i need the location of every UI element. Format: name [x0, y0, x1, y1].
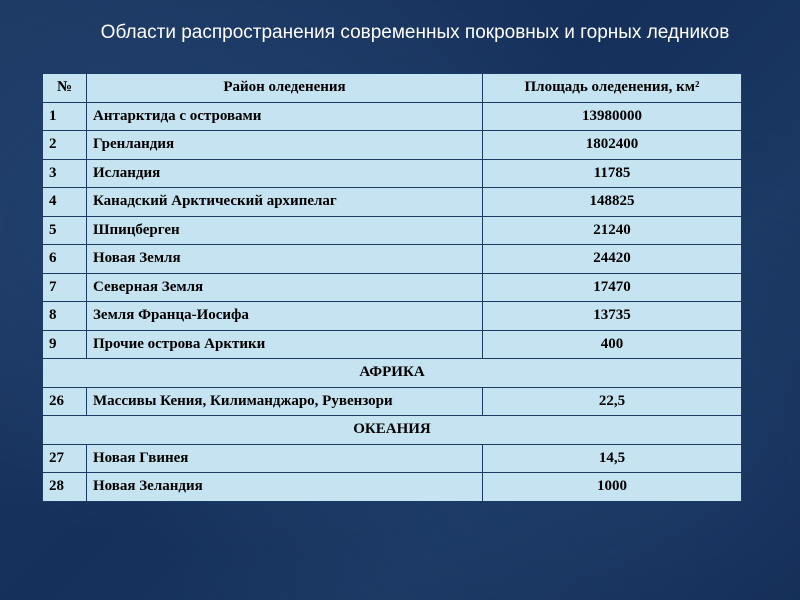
table-row	[43, 159, 742, 188]
row-number: 9	[43, 330, 87, 359]
row-area: 13980000	[483, 102, 742, 131]
table-row	[43, 131, 742, 160]
row-region: Новая Земля	[87, 245, 483, 274]
table-row	[43, 387, 742, 416]
row-number: 28	[43, 473, 87, 502]
row-region: Канадский Арктический архипелаг	[87, 188, 483, 217]
row-number: 7	[43, 273, 87, 302]
row-number: 2	[43, 131, 87, 160]
row-number: 26	[43, 387, 87, 416]
row-number: 6	[43, 245, 87, 274]
row-area: 400	[483, 330, 742, 359]
row-number: 27	[43, 444, 87, 473]
row-area: 17470	[483, 273, 742, 302]
row-region: Земля Франца-Иосифа	[87, 302, 483, 331]
row-area: 14,5	[483, 444, 742, 473]
header-area: Площадь оледенения, км²	[483, 74, 742, 103]
row-region: Шпицберген	[87, 216, 483, 245]
row-area: 11785	[483, 159, 742, 188]
row-region: Антарктида с островами	[87, 102, 483, 131]
row-region: Исландия	[87, 159, 483, 188]
table-row	[43, 273, 742, 302]
glaciation-table	[42, 73, 742, 502]
section-title-africa: АФРИКА	[43, 359, 742, 388]
table-row	[43, 302, 742, 331]
row-number: 5	[43, 216, 87, 245]
row-region: Гренландия	[87, 131, 483, 160]
row-number: 4	[43, 188, 87, 217]
row-region: Прочие острова Арктики	[87, 330, 483, 359]
row-number: 1	[43, 102, 87, 131]
row-area: 148825	[483, 188, 742, 217]
table-row	[43, 245, 742, 274]
section-row-africa	[43, 359, 742, 388]
table-row	[43, 188, 742, 217]
table-row	[43, 102, 742, 131]
row-area: 1000	[483, 473, 742, 502]
row-area: 13735	[483, 302, 742, 331]
row-region: Новая Гвинея	[87, 444, 483, 473]
section-row-oceania	[43, 416, 742, 445]
row-area: 1802400	[483, 131, 742, 160]
row-number: 8	[43, 302, 87, 331]
row-area: 22,5	[483, 387, 742, 416]
section-title-oceania: ОКЕАНИЯ	[43, 416, 742, 445]
row-area: 24420	[483, 245, 742, 274]
row-region: Северная Земля	[87, 273, 483, 302]
table-row	[43, 473, 742, 502]
header-number: №	[43, 74, 87, 103]
row-region: Массивы Кения, Килиманджаро, Рувензори	[87, 387, 483, 416]
table-row	[43, 444, 742, 473]
row-region: Новая Зеландия	[87, 473, 483, 502]
table-row	[43, 330, 742, 359]
row-area: 21240	[483, 216, 742, 245]
table-row	[43, 216, 742, 245]
row-number: 3	[43, 159, 87, 188]
slide-title: Области распространения современных покровных и горных ледников	[100, 22, 730, 43]
table-header-row	[43, 74, 742, 103]
header-region: Район оледенения	[87, 74, 483, 103]
